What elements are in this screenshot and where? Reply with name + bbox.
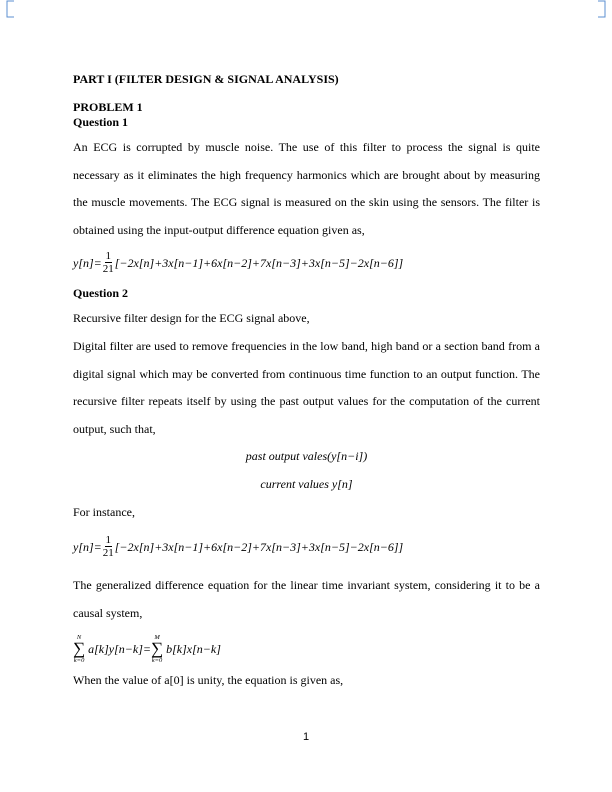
- equation-1-numerator: 1: [105, 250, 112, 263]
- for-instance-text: For instance,: [73, 504, 135, 519]
- summation-sigma-2: [151, 634, 163, 664]
- equation-2: [73, 532, 540, 562]
- equation-1-rhs: [−2x[n]+3x[n−1]+6x[n−2]+7x[n−3]+3x[n−5]−2x[n−6]]: [114, 255, 404, 270]
- question2-heading: Question 2: [73, 286, 129, 301]
- equation-2-numerator: 1: [105, 534, 112, 547]
- q2-paragraph: Digital filter are used to remove frequencies in the low band, high band or a section band from a digital signal which may be converted from continuous time function to an output function. The recursive filter repeats itself by using the past output values for the computation of the current output, such that,: [73, 338, 540, 436]
- sigma-1-lower: k=0: [73, 657, 85, 665]
- equation-2-fraction: [103, 534, 114, 560]
- equation-2-lhs: y[n]=: [73, 539, 102, 554]
- equation-2-denominator: 21: [102, 547, 114, 560]
- q2-intro: Recursive filter design for the ECG signal above,: [73, 311, 310, 326]
- summation-term-2: b[k]x[n−k]: [166, 641, 221, 656]
- question1-heading: Question 1: [73, 115, 129, 129]
- sigma-2-lower: k=0: [151, 657, 163, 665]
- final-line: When the value of a[0] is unity, the equation is given as,: [73, 673, 344, 688]
- sigma-2-upper: M: [154, 634, 160, 642]
- equation-1-fraction: [103, 250, 114, 276]
- part-heading: PART I (FILTER DESIGN & SIGNAL ANALYSIS): [73, 72, 339, 86]
- generalized-paragraph: The generalized difference equation for the linear time invariant system, considering it to be a causal system,: [73, 578, 540, 620]
- equation-1-lhs: y[n]=: [73, 255, 102, 270]
- sigma-1-upper: N: [76, 634, 82, 642]
- past-output-equation: past output vales(y[n−i]): [245, 449, 368, 464]
- equation-2-rhs: [−2x[n]+3x[n−1]+6x[n−2]+7x[n−3]+3x[n−5]−2x[n−6]]: [114, 539, 404, 554]
- document-body: [73, 70, 540, 695]
- current-values-equation: current values y[n]: [260, 476, 353, 491]
- summation-sigma-1: [73, 634, 85, 664]
- problem-heading: PROBLEM 1: [73, 100, 143, 114]
- page-corner-mark-left: [2, 0, 16, 18]
- equation-1: [73, 248, 540, 278]
- summation-equation: [73, 631, 540, 667]
- page-corner-mark-right: [596, 0, 610, 18]
- sigma-1-symbol-icon: ∑: [73, 639, 86, 659]
- q1-paragraph: An ECG is corrupted by muscle noise. The use of this filter to process the signal is quite necessary as it eliminates the high frequency harmonics which are brought about by measuring the muscle movements. The ECG signal is measured on the skin using the sensors. The filter is obtained using the input-output difference equation given as,: [73, 140, 540, 237]
- equation-1-denominator: 21: [102, 263, 114, 276]
- summation-term-1: a[k]y[n−k]=: [88, 641, 151, 656]
- page-number: 1: [302, 731, 310, 743]
- sigma-2-symbol-icon: ∑: [150, 639, 164, 659]
